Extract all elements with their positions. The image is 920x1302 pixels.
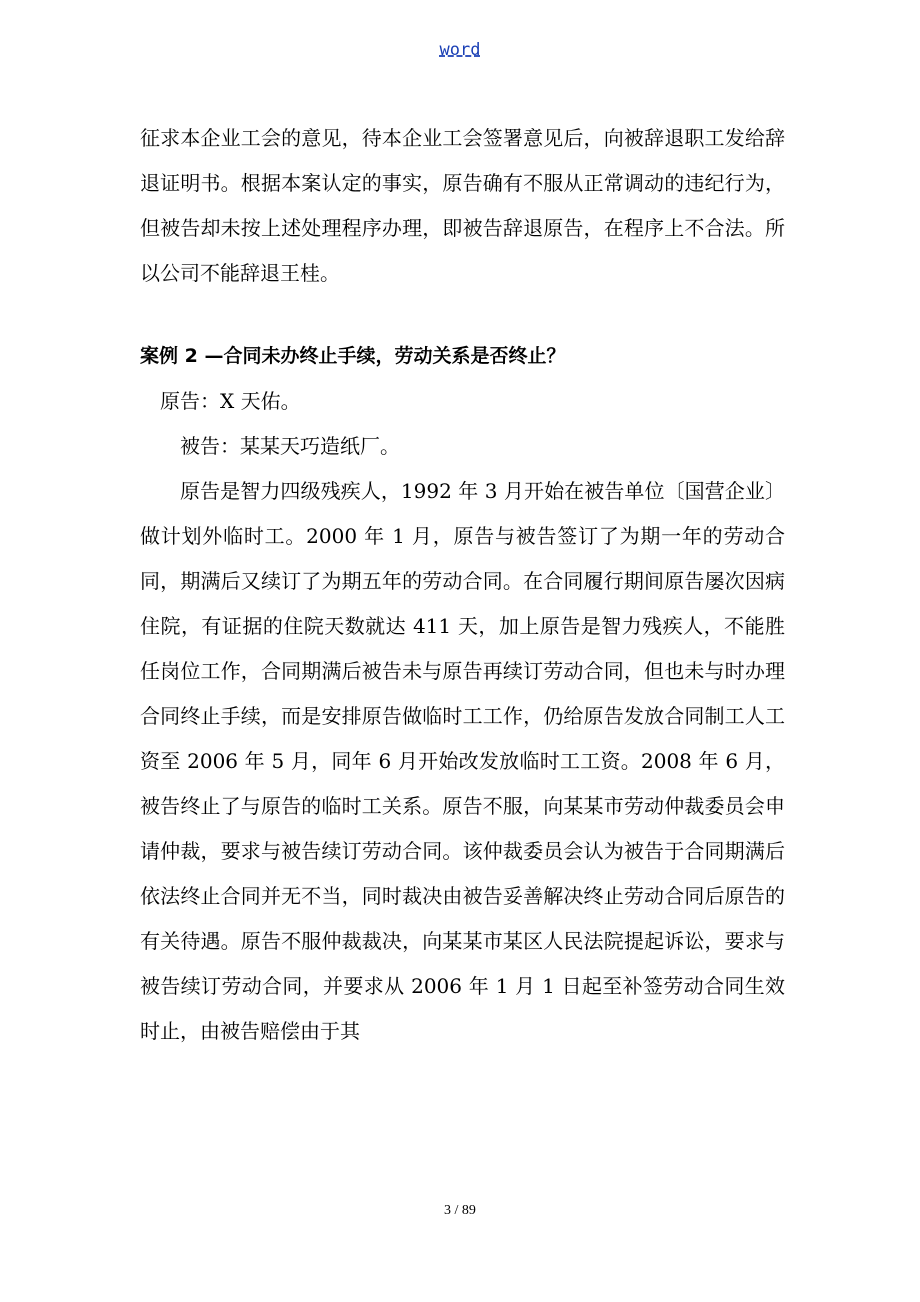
header-word-link[interactable]: word (439, 40, 481, 60)
case-facts-paragraph (140, 469, 785, 1054)
case-heading: 案例 2 —合同未办终止手续，劳动关系是否终止？ (140, 345, 566, 367)
defendant-line: 被告：某某天巧造纸厂。 (180, 434, 400, 458)
paragraph-continuation: 征求本企业工会的意见，待本企业工会签署意见后，向被辞退职工发给辞退证明书。根据本案认定的事实，原告确有不服从正常调动的违纪行为，但被告却未按上述处理程序办理，即被告辞退原告，在程序上不合法。所以公司不能辞退王桂。 (140, 126, 785, 285)
plaintiff-line: 原告：X 天佑。 (160, 389, 301, 413)
case-facts-text: 原告是智力四级残疾人，1992 年 3 月开始在被告单位〔国营企业〕做计划外临时工。2000 年 1 月，原告与被告签订了为期一年的劳动合同，期满后又续订了为期五年的劳动合同。在合同履行期间原告屡次因病住院，有证据的住院天数就达 411 天，加上原告是智力残疾人，不能胜任岗位工作，合同期满后被告未与原告再续订劳动合同，但也未与时办理合同终止手续，而是安排原告做临时工工作，仍给原告发放合同制工人工资至 2006 年 5 月，同年 6 月开始改发放临时工工资。2008 年 6 月，被告终止了与原告的临时工关系。原告不服，向某某市劳动仲裁委员会申请仲裁，要求与被告续订劳动合同。该仲裁委员会认为被告于合同期满后依法终止合同并无不当，同时裁决由被告妥善解决终止劳动合同后原告的有关待遇。原告不服仲裁裁决，向某某市某区人民法院提起诉讼，要求与被告续订劳动合同，并要求从 2006 年 1 月 1 日起至补签劳动合同生效时止，由被告赔偿由于其 (140, 479, 785, 1043)
document-body (140, 116, 785, 1054)
page-number: 3 / 89 (444, 1203, 476, 1218)
